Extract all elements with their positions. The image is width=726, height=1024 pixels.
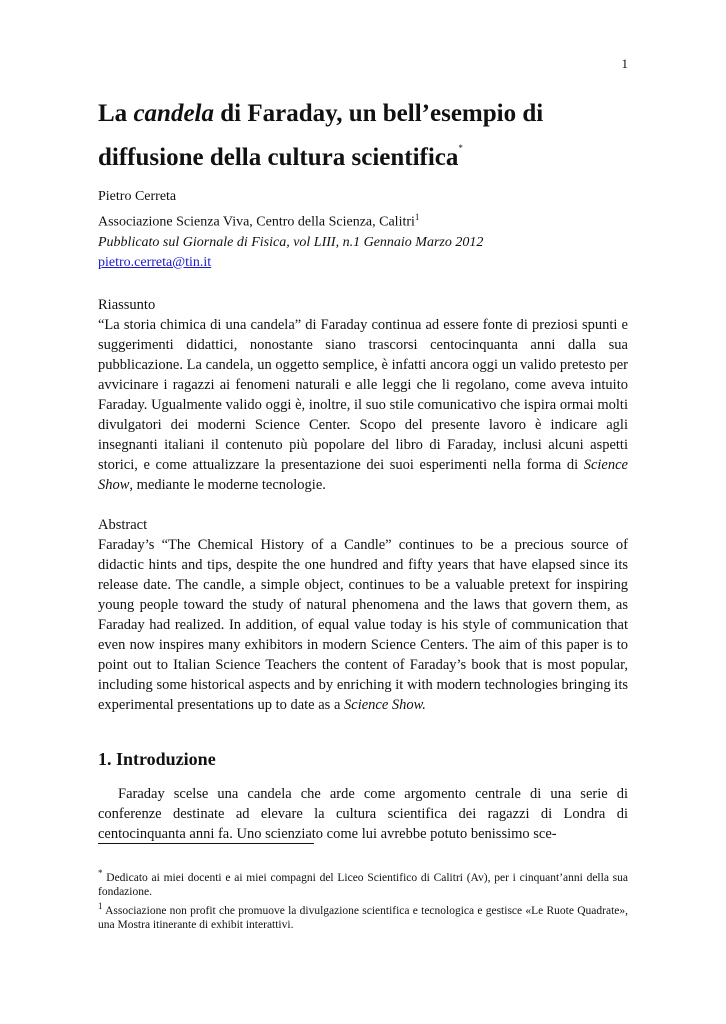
footnote-1-text: Dedicato ai miei docenti e ai miei compagni del Liceo Scientifico di Calitri (Av), per i cinquant’anni della sua fondazione. — [98, 871, 629, 898]
riassunto-text-main: “La storia chimica di una candela” di Faraday continua ad essere fonte di preziosi spunti e suggerimenti didattici, nonostante siano trascorsi centocinquanta anni dalla sua pubblicazione. La candela, un oggetto semplice, è infatti ancora oggi un valido pretesto per avvicinare i ragazzi ai fenomeni naturali e alle leggi che li regolano, come aveva intuito Faraday. Ugualmente valido oggi è, inoltre, il suo stile comunicativo che ispira ormai molti divulgatori dei moderni Science Center. Scopo del presente lavoro è indicare agli insegnanti italiani il contenuto più popolare del libro di Faraday, inclusi alcuni aspetti storici, e come attualizzare la presentazione dei suoi esperimenti nella forma di — [98, 316, 628, 473]
footnote-divider — [98, 843, 314, 844]
article-body — [98, 96, 628, 844]
publication-info: Pubblicato sul Giornale di Fisica, vol LIII, n.1 Gennaio Marzo 2012 — [98, 234, 484, 250]
title-part-2: di Faraday, un bell’esempio di diffusione della cultura scientifica — [98, 100, 544, 171]
footnotes — [98, 866, 628, 932]
author-name: Pietro Cerreta — [98, 189, 177, 204]
riassunto-text — [98, 315, 628, 495]
riassunto-text-end: , mediante le moderne tecnologie. — [129, 476, 326, 493]
abstract-heading: Abstract — [98, 516, 148, 533]
footnote-2-marker: 1 — [98, 900, 103, 911]
riassunto-heading: Riassunto — [98, 296, 156, 313]
riassunto-section — [98, 295, 628, 495]
affiliation-footnote-marker: 1 — [414, 212, 420, 222]
abstract-section — [98, 515, 628, 715]
abstract-text-main: Faraday’s “The Chemical History of a Candle” continues to be a precious source of didactic hints and tips, despite the one hundred and fifty years that have elapsed since its release date. The candle, a simple object, continues to be a valuable pretext for inspiring young people toward the study of natural phenomena and the laws that govern them, as Faraday had realized. In addition, of equal value today is his style of communication that even now inspires many exhibitors in modern Science Centers. The aim of this paper is to point out to Italian Science Teachers the content of Faraday’s book that is most popular, including some historical aspects and by enriching it with modern technologies bringing its experimental presentations up to date as a — [98, 536, 628, 713]
footnote-1-marker: * — [98, 868, 103, 878]
author-block — [98, 187, 628, 273]
page-number: 1 — [621, 56, 628, 71]
title-footnote-marker: * — [458, 143, 463, 153]
footnote-1 — [98, 866, 628, 899]
section-1-text: Faraday scelse una candela che arde come argomento centrale di una serie di conferenze destinate ad elevare la cultura scientifica dei ragazzi di Londra di centocinquanta anni fa. Uno scienziato come lui avrebbe potuto benissimo sce- — [98, 785, 628, 842]
abstract-text-italic: Science Show. — [344, 696, 426, 713]
title-part-1: La — [98, 100, 134, 127]
abstract-text — [98, 535, 628, 715]
section-1-title: 1. Introduzione — [98, 748, 216, 769]
article-title — [98, 96, 628, 175]
author-email-link[interactable]: pietro.cerreta@tin.it — [98, 254, 212, 270]
footnote-2-text: Associazione non profit che promuove la divulgazione scientifica e tecnologica e gestisce «Le Ruote Quadrate», una Mostra itinerante di exhibit interattivi. — [98, 904, 628, 931]
footnote-2 — [98, 899, 628, 932]
riassunto-text-italic: Science Show — [98, 456, 628, 493]
affiliation-line — [98, 207, 628, 233]
affiliation: Associazione Scienza Viva, Centro della Scienza, Calitri — [98, 214, 415, 230]
title-italic: candela — [133, 100, 214, 127]
